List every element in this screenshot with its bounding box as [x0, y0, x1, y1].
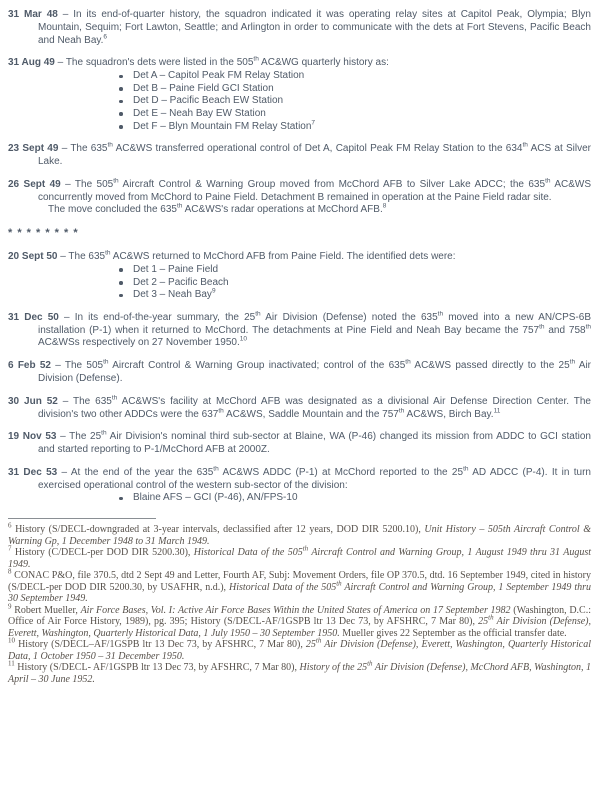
- list-item-text: Det D – Pacific Beach EW Station: [133, 95, 284, 107]
- footnote-number: 9: [8, 602, 12, 611]
- entry-paragraph: [8, 57, 591, 70]
- footnote-divider: [8, 518, 156, 519]
- list-item-text: Det 1 – Paine Field: [133, 263, 219, 275]
- entry-date: 26 Sept 49: [8, 178, 61, 190]
- history-entry: [8, 360, 591, 386]
- entry-paragraph: [8, 312, 591, 350]
- entry-date: 31 Dec 50: [8, 311, 59, 323]
- history-entry: [8, 179, 591, 217]
- list-item: [118, 95, 591, 108]
- list-item: [118, 108, 591, 121]
- footnote-text: CONAC P&O, file 370.5, dtd 2 Sept 49 and Letter, Fourth AF, Subj: Movement Orders, file OP 370.5, dtd. 16 September 1949, cited in history (S/DECL-per DOD DIR 5200.30, by USAFHR, n.d.), Historical Data of the 505th Aircraft Control and Warning Group, 1 September 1949 thru 30 September 1949.: [8, 570, 592, 605]
- bullet-icon: [119, 294, 123, 298]
- entry-text: – The squadron's dets were listed in the 505th AC&WG quarterly history as:: [57, 56, 389, 69]
- footnote-text: History (C/DECL-per DOD DIR 5200.30), Historical Data of the 505th Aircraft Control and Warning Group, 1 August 1949 thru 31 August 1949.: [8, 544, 591, 570]
- footnote: [8, 602, 591, 640]
- bullet-icon: [119, 75, 123, 79]
- list-item: [118, 70, 591, 83]
- detachment-list: [8, 70, 591, 133]
- entry-date: 23 Sept 49: [8, 143, 59, 155]
- entry-continuation: The move concluded the 635th AC&WS's radar operations at McChord AFB.$^8$: [48, 203, 387, 216]
- footnotes: [8, 521, 592, 685]
- entry-text: – The 505th Aircraft Control & Warning Group moved from McChord AFB to Silver Lake ADCC; the 635th AC&WS concurrently moved from McChord to Paine Field. Detachment B remained in operation at the Paine Field radar site.: [38, 177, 592, 203]
- list-item-text: Blaine AFS – GCI (P-46), AN/FPS-10: [133, 492, 298, 504]
- footnote-number: 8: [8, 567, 12, 576]
- list-item: [118, 83, 591, 96]
- entry-paragraph: [8, 179, 591, 205]
- footnote-number: 10: [8, 636, 15, 645]
- footnote-text: History (S/DECL-downgraded at 3-year intervals, declassified after 12 years, DOD DIR 5200.10), Unit History – 505th Aircraft Control & Warning Gp, 1 December 1948 to 31 March 1949.: [8, 524, 592, 547]
- footnote: [8, 636, 592, 662]
- entry-paragraph: [8, 431, 591, 457]
- entry-text: – The 25th Air Division's nominal third sub-sector at Blaine, WA (P-46) changed its mission from ADDC to GCI station and started reporting to P-1/McChord AFB at 2000Z.: [38, 429, 591, 456]
- footnote-number: 11: [8, 659, 15, 668]
- list-item: [118, 289, 591, 302]
- entry-paragraph: [8, 467, 591, 493]
- list-item-text: Det A – Capitol Peak FM Relay Station: [133, 70, 305, 82]
- list-item: [118, 492, 591, 505]
- footnote: [8, 544, 591, 570]
- entry-paragraph: [8, 251, 591, 264]
- entry-text: – The 505th Aircraft Control & Warning Group inactivated; control of the 635th AC&WS passed directly to the 25th Air Division (Defense).: [38, 358, 591, 384]
- footnote-text: History (S/DECL- AF/1GSPB ltr 13 Dec 73, by AFSHRC, 7 Mar 80), History of the 25th Air Division (Defense), McChord AFB, Washington, 1 April – 30 June 1952.: [8, 659, 591, 685]
- entry-paragraph: [8, 9, 591, 47]
- entry-date: 6 Feb 52: [8, 360, 51, 372]
- entry-paragraph: [8, 396, 591, 422]
- entry-date: 20 Sept 50: [8, 251, 58, 263]
- detachment-list: [8, 264, 591, 302]
- entry-date: 31 Dec 53: [8, 466, 58, 478]
- entry-text: – In its end-of-the-year summary, the 25th Air Division (Defense) noted the 635th moved into a new AN/CPS-6B installation (P-1) when it returned to McChord. The detachments at Pine Field and Neah Bay became the 757th and 758th AC&WSs respectively on 27 November 1950.10: [38, 310, 591, 349]
- entry-date: 31 Mar 48: [8, 9, 58, 20]
- footnote-number: 6: [8, 521, 12, 530]
- bullet-icon: [119, 112, 123, 116]
- history-entry: [8, 9, 591, 47]
- entry-text: – The 635th AC&WS returned to McChord AFB from Paine Field. The identified dets were:: [60, 249, 456, 263]
- footnote-text: Robert Mueller, Air Force Bases, Vol. I: Active Air Force Bases Within the United States of America on 17 September 1982 (Washington, D.C.: Office of Air Force History, 1989), pg. 395; History (S/DECL-AF/1GSPB ltr 13 Dec 73, by AFSHRC, 7 Mar 80), 25th Air Division (Defense), Everett, Washington, Quarterly Historical Data, 1 July 1950 – 30 September 1950. Mueller gives 22 September as the official transfer date.: [8, 604, 591, 639]
- list-item-text: Det E – Neah Bay EW Station: [133, 107, 266, 119]
- footnote-text: History (S/DECL–AF/1GSPB ltr 13 Dec 73, by AFSHRC, 7 Mar 80), 25th Air Division (Defense), Everett, Washington, Quarterly Historical Data, 1 October 1950 – 31 December 1950.: [8, 636, 592, 662]
- footnote: [8, 521, 592, 547]
- history-entry: [8, 467, 591, 505]
- history-entry: [8, 312, 591, 350]
- bullet-icon: [119, 125, 123, 129]
- entry-date: 30 Jun 52: [8, 395, 58, 407]
- list-item-text: Det B – Paine Field GCI Station: [133, 82, 274, 94]
- list-item-text: Det 3 – Neah Bay$^9$: [133, 287, 216, 301]
- history-entry: [8, 143, 591, 169]
- bullet-icon: [119, 87, 123, 91]
- list-item-text: Det F – Blyn Mountain FM Relay Station$^7$: [133, 119, 316, 132]
- bullet-icon: [119, 281, 123, 285]
- footnote-number: 7: [8, 544, 12, 553]
- bullet-icon: [119, 497, 123, 501]
- entry-text: – The 635th AC&WS transferred operational control of Det A, Capitol Peak FM Relay Station to the 634th ACS at Silver Lake.: [38, 141, 591, 167]
- section-separator: * * * * * * * *: [8, 227, 79, 240]
- history-entry: [8, 396, 591, 422]
- list-item: [118, 121, 591, 134]
- footnote: [8, 567, 592, 605]
- list-item: [118, 264, 591, 277]
- history-entry: [8, 431, 591, 457]
- bullet-icon: [119, 100, 123, 104]
- list-item: [118, 277, 591, 290]
- history-entry: [8, 251, 591, 302]
- entry-text: – In its end-of-quarter history, the squadron indicated it was operating relay sites at Capitol Peak, Olympia; Blyn Mountain, Sequim; Fort Lawton, Seattle; and Arlington in order to communicate with the dets at Fort Stevens, Pacific Beach and Neah Bay.$^6$: [38, 9, 591, 46]
- list-item-text: Det 2 – Pacific Beach: [133, 276, 229, 288]
- entry-paragraph: [8, 360, 591, 386]
- history-entry: [8, 57, 591, 133]
- entry-date: 19 Nov 53: [8, 431, 57, 443]
- detachment-list: [8, 492, 591, 505]
- entry-text: – At the end of the year the 635th AC&WS ADDC (P-1) at McChord reported to the 25th AD ADCC (P-4). It in turn exercised operational control of the western sub-sector of the division:: [38, 465, 591, 491]
- entry-date: 31 Aug 49: [8, 57, 55, 69]
- bullet-icon: [119, 268, 123, 272]
- entry-paragraph: [8, 143, 591, 169]
- entry-text: – The 635th AC&WS's facility at McChord AFB was designated as a divisional Air Defense Direction Center. The division's two other ADDCs were the 637th AC&WS, Saddle Mountain and the 757th AC&WS, Birch Bay.$^{11}$: [38, 394, 591, 420]
- footnote: [8, 659, 591, 685]
